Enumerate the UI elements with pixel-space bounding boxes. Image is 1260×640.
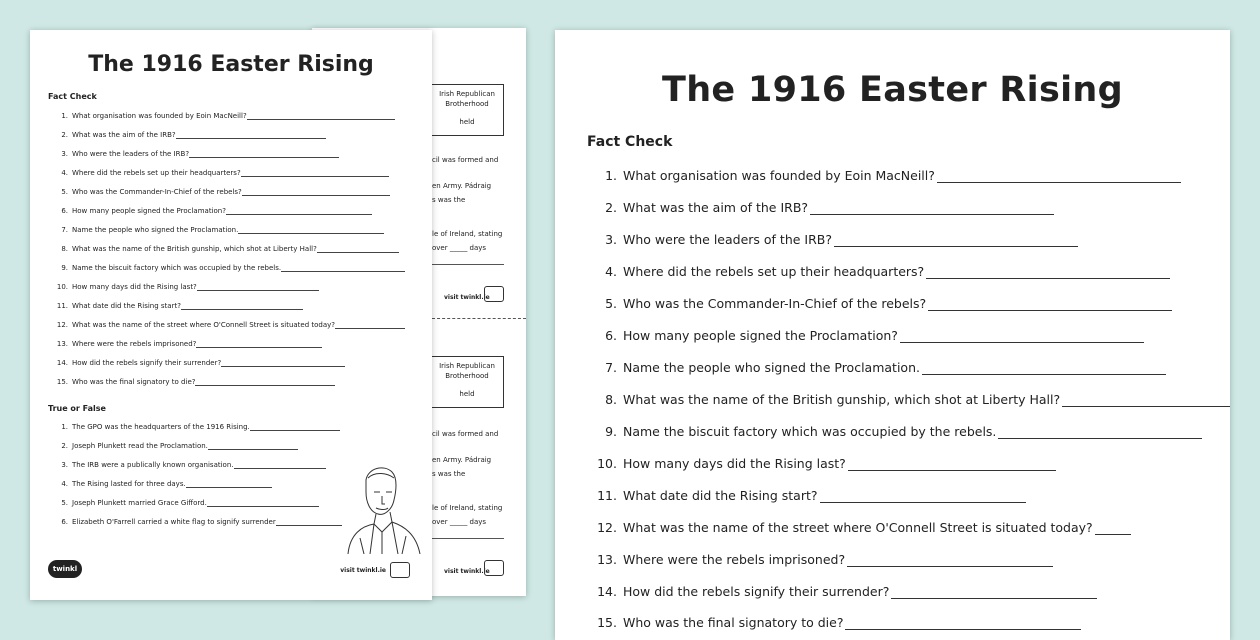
word-box bbox=[430, 84, 504, 136]
text-fragment: over _____ days bbox=[432, 244, 487, 252]
statement-text: The IRB were a publically known organisation. bbox=[72, 461, 234, 469]
question-item: 12. What was the name of the street where O'Connell Street is situated today? bbox=[593, 520, 1131, 535]
large-worksheet-page bbox=[555, 30, 1230, 640]
twinkl-logo: twinkl bbox=[48, 560, 82, 578]
question-text: Where were the rebels imprisoned? bbox=[72, 340, 197, 348]
answer-line bbox=[176, 132, 326, 139]
question-text: Who was the Commander-In-Chief of the rebels? bbox=[72, 188, 242, 196]
answer-line bbox=[926, 268, 1170, 279]
question-text: Who were the leaders of the IRB? bbox=[623, 232, 832, 247]
answer-line bbox=[181, 303, 303, 310]
word-box bbox=[430, 356, 504, 408]
fact-check-heading: Fact Check bbox=[587, 134, 673, 150]
answer-line bbox=[891, 588, 1097, 599]
question-item: 14. How did the rebels signify their surrender? bbox=[593, 584, 1097, 599]
answer-line bbox=[1095, 524, 1131, 535]
question-text: How many days did the Rising last? bbox=[623, 456, 846, 471]
answer-line bbox=[848, 460, 1056, 471]
answer-line bbox=[998, 428, 1202, 439]
answer-line bbox=[195, 379, 335, 386]
cut-line bbox=[432, 318, 526, 319]
question-text: What was the name of the street where O'Connell Street is situated today? bbox=[623, 520, 1093, 535]
question-item: 6. How many people signed the Proclamation? bbox=[52, 207, 372, 215]
true-false-item: 3. The IRB were a publically known organisation. bbox=[52, 461, 326, 469]
portrait-illustration bbox=[340, 462, 422, 554]
question-text: What was the aim of the IRB? bbox=[623, 200, 809, 215]
question-item: 8. What was the name of the British gunship, which shot at Liberty Hall? bbox=[52, 245, 399, 253]
question-item: 3. Who were the leaders of the IRB? bbox=[52, 150, 339, 158]
answer-line bbox=[847, 556, 1053, 567]
question-item: 13. Where were the rebels imprisoned? bbox=[52, 340, 322, 348]
question-item: 5. Who was the Commander-In-Chief of the rebels? bbox=[593, 296, 1172, 311]
question-text: What was the name of the British gunship, which shot at Liberty Hall? bbox=[623, 392, 1061, 407]
statement-text: The GPO was the headquarters of the 1916 Rising. bbox=[72, 423, 250, 431]
question-text: How many people signed the Proclamation? bbox=[623, 328, 898, 343]
question-text: Who was the final signatory to die? bbox=[623, 615, 844, 630]
question-item: 10. How many days did the Rising last? bbox=[52, 283, 319, 291]
text-fragment: le of Ireland, stating bbox=[432, 230, 503, 238]
answer-line bbox=[845, 619, 1081, 630]
text-fragment: en Army. Pádraig bbox=[432, 456, 492, 464]
answer-line bbox=[900, 332, 1144, 343]
answer-line bbox=[922, 364, 1166, 375]
answer-line bbox=[937, 172, 1181, 183]
statement-text: The Rising lasted for three days. bbox=[72, 480, 186, 488]
true-false-item: 2. Joseph Plunkett read the Proclamation. bbox=[52, 442, 298, 450]
question-item: 4. Where did the rebels set up their headquarters? bbox=[593, 264, 1170, 279]
answer-line bbox=[196, 341, 322, 348]
question-text: What was the aim of the IRB? bbox=[72, 131, 176, 139]
question-text: Where were the rebels imprisoned? bbox=[623, 552, 846, 567]
answer-line bbox=[241, 170, 389, 177]
question-item: 9. Name the biscuit factory which was occupied by the rebels. bbox=[52, 264, 405, 272]
question-text: Where did the rebels set up their headquarters? bbox=[72, 169, 241, 177]
question-item: 10. How many days did the Rising last? bbox=[593, 456, 1056, 471]
question-text: How did the rebels signify their surrender? bbox=[623, 584, 890, 599]
question-item: 11. What date did the Rising start? bbox=[52, 302, 303, 310]
question-item: 7. Name the people who signed the Proclamation. bbox=[593, 360, 1166, 375]
answer-line bbox=[281, 265, 405, 272]
word-box-word: held bbox=[459, 118, 475, 126]
question-text: Where did the rebels set up their headquarters? bbox=[623, 264, 925, 279]
visit-text: visit twinkl.ie bbox=[444, 294, 490, 301]
fact-check-heading: Fact Check bbox=[48, 92, 97, 101]
answer-line bbox=[820, 492, 1026, 503]
text-fragment: en Army. Pádraig bbox=[432, 182, 492, 190]
answer-line bbox=[208, 443, 298, 450]
answer-line bbox=[189, 151, 339, 158]
question-item: 8. What was the name of the British gunship, which shot at Liberty Hall? bbox=[593, 392, 1230, 407]
answer-line bbox=[226, 208, 372, 215]
true-false-heading: True or False bbox=[48, 404, 106, 413]
question-item: 14. How did the rebels signify their surrender? bbox=[52, 359, 345, 367]
word-box-line: Brotherhood bbox=[445, 372, 489, 380]
word-box-line: Irish Republican bbox=[439, 90, 495, 98]
visit-text: visit twinkl.ie bbox=[444, 568, 490, 575]
question-text: How did the rebels signify their surrender? bbox=[72, 359, 222, 367]
question-item: 7. Name the people who signed the Proclamation. bbox=[52, 226, 384, 234]
question-item: 5. Who was the Commander-In-Chief of the rebels? bbox=[52, 188, 390, 196]
question-text: Name the biscuit factory which was occupied by the rebels. bbox=[623, 424, 997, 439]
question-item: 13. Where were the rebels imprisoned? bbox=[593, 552, 1053, 567]
text-fragment: cil was formed and bbox=[432, 156, 499, 164]
question-text: What organisation was founded by Eoin MacNeill? bbox=[623, 168, 935, 183]
question-item: 11. What date did the Rising start? bbox=[593, 488, 1026, 503]
question-item: 12. What was the name of the street where O'Connell Street is situated today? bbox=[52, 321, 405, 329]
question-item: 1. What organisation was founded by Eoin MacNeill? bbox=[593, 168, 1181, 183]
question-text: What organisation was founded by Eoin MacNeill? bbox=[72, 112, 247, 120]
question-text: How many days did the Rising last? bbox=[72, 283, 197, 291]
text-fragment: s was the bbox=[432, 470, 466, 478]
answer-line bbox=[928, 300, 1172, 311]
answer-line bbox=[250, 424, 340, 431]
answer-line bbox=[1062, 396, 1230, 407]
question-text: How many people signed the Proclamation? bbox=[72, 207, 226, 215]
true-false-item: 5. Joseph Plunkett married Grace Gifford. bbox=[52, 499, 319, 507]
question-text: What date did the Rising start? bbox=[623, 488, 818, 503]
true-false-item: 4. The Rising lasted for three days. bbox=[52, 480, 272, 488]
question-item: 15. Who was the final signatory to die? bbox=[593, 615, 1081, 630]
question-text: What was the name of the British gunship, which shot at Liberty Hall? bbox=[72, 245, 317, 253]
word-box-line: Irish Republican bbox=[439, 362, 495, 370]
answer-line bbox=[186, 481, 272, 488]
question-text: Who was the Commander-In-Chief of the rebels? bbox=[623, 296, 927, 311]
badge-icon bbox=[484, 560, 504, 576]
question-text: What was the name of the street where O'Connell Street is situated today? bbox=[72, 321, 336, 329]
answer-line bbox=[234, 462, 326, 469]
answer-line bbox=[317, 246, 399, 253]
answer-line bbox=[238, 227, 384, 234]
answer-line bbox=[247, 113, 395, 120]
question-item: 6. How many people signed the Proclamation? bbox=[593, 328, 1144, 343]
question-text: Name the people who signed the Proclamation. bbox=[623, 360, 920, 375]
word-box-line: Brotherhood bbox=[445, 100, 489, 108]
statement-text: Joseph Plunkett read the Proclamation. bbox=[72, 442, 208, 450]
text-fragment: cil was formed and bbox=[432, 430, 499, 438]
page-title: The 1916 Easter Rising bbox=[88, 52, 374, 77]
question-item: 2. What was the aim of the IRB? bbox=[593, 200, 1054, 215]
visit-text: visit twinkl.ie bbox=[340, 567, 386, 574]
question-item: 2. What was the aim of the IRB? bbox=[52, 131, 326, 139]
question-item: 15. Who was the final signatory to die? bbox=[52, 378, 335, 386]
badge-icon bbox=[484, 286, 504, 302]
small-worksheet-page bbox=[30, 30, 432, 600]
answer-line bbox=[834, 236, 1078, 247]
question-item: 1. What organisation was founded by Eoin MacNeill? bbox=[52, 112, 395, 120]
statement-text: Joseph Plunkett married Grace Gifford. bbox=[72, 499, 207, 507]
answer-line bbox=[335, 322, 405, 329]
question-item: 3. Who were the leaders of the IRB? bbox=[593, 232, 1078, 247]
answer-line bbox=[432, 264, 504, 265]
answer-line bbox=[276, 519, 342, 526]
question-item: 4. Where did the rebels set up their headquarters? bbox=[52, 169, 389, 177]
answer-line bbox=[242, 189, 390, 196]
answer-line bbox=[207, 500, 319, 507]
text-fragment: s was the bbox=[432, 196, 466, 204]
question-text: Who was the final signatory to die? bbox=[72, 378, 196, 386]
question-item: 9. Name the biscuit factory which was occupied by the rebels. bbox=[593, 424, 1202, 439]
statement-text: Elizabeth O'Farrell carried a white flag to signify surrender bbox=[72, 518, 276, 526]
answer-line bbox=[810, 204, 1054, 215]
text-fragment: le of Ireland, stating bbox=[432, 504, 503, 512]
true-false-item: 1. The GPO was the headquarters of the 1916 Rising. bbox=[52, 423, 340, 431]
question-text: Who were the leaders of the IRB? bbox=[72, 150, 190, 158]
question-text: Name the biscuit factory which was occupied by the rebels. bbox=[72, 264, 282, 272]
answer-line bbox=[221, 360, 345, 367]
answer-line bbox=[432, 538, 504, 539]
page-title: The 1916 Easter Rising bbox=[662, 70, 1123, 110]
true-false-item: 6. Elizabeth O'Farrell carried a white flag to signify surrender bbox=[52, 518, 342, 526]
answer-line bbox=[197, 284, 319, 291]
question-text: Name the people who signed the Proclamation. bbox=[72, 226, 239, 234]
question-text: What date did the Rising start? bbox=[72, 302, 181, 310]
badge-icon bbox=[390, 562, 410, 578]
text-fragment: over _____ days bbox=[432, 518, 487, 526]
word-box-word: held bbox=[459, 390, 475, 398]
